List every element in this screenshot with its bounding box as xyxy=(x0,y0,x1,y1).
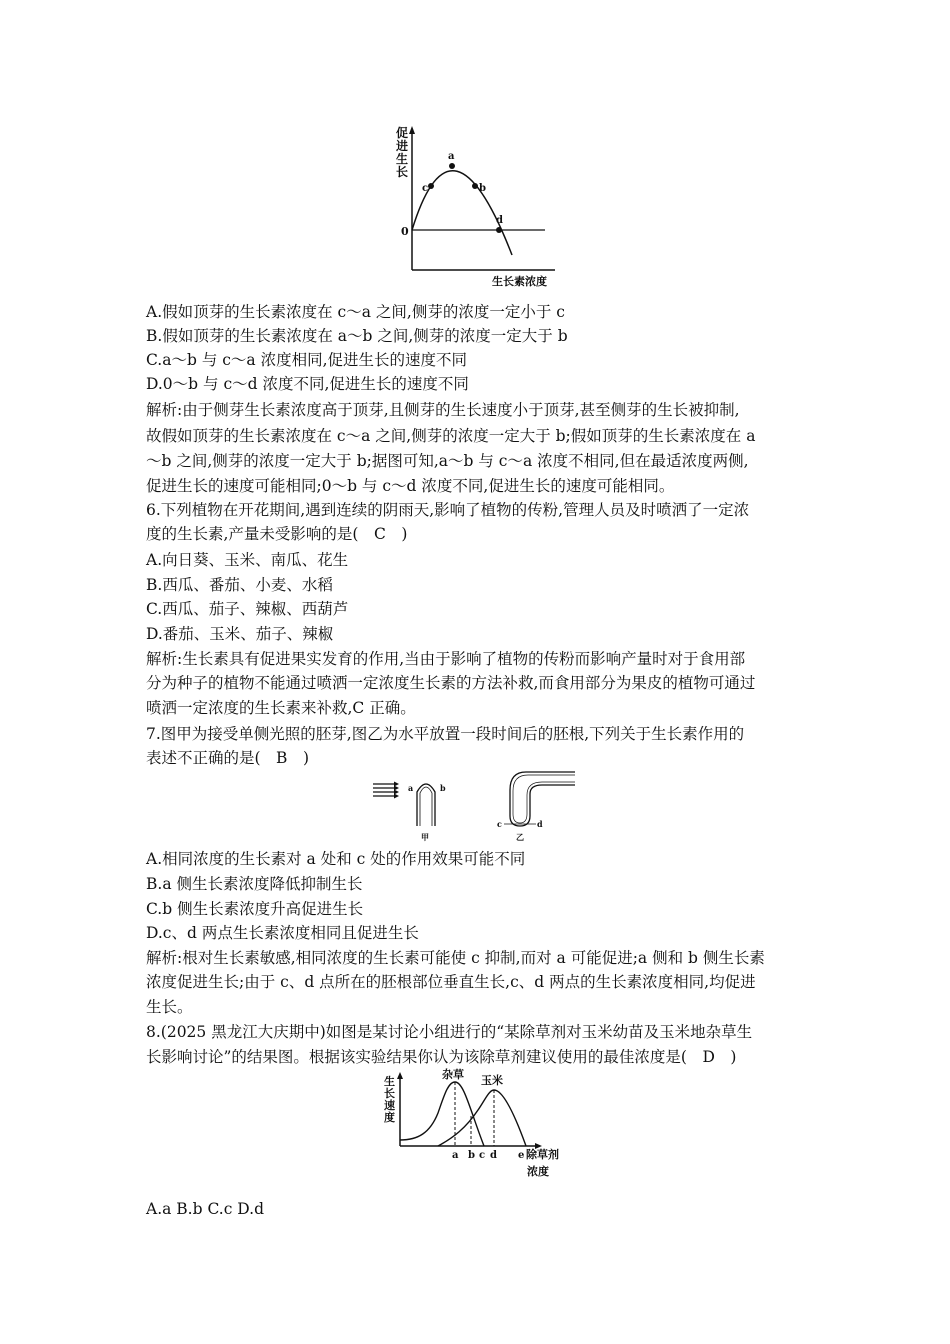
q5-analysis-2: 故假如顶芽的生长素浓度在 c～a 之间,侧芽的浓度一定大于 b;假如顶芽的生长素浓度在 a xyxy=(146,427,756,445)
q6-stem-1: 6.下列植物在开花期间,遇到连续的阴雨天,影响了植物的传粉,管理人员及时喷洒了一定浓 xyxy=(146,501,750,519)
coleoptile-inner xyxy=(420,787,432,826)
q8-options: A.a B.b C.c D.d xyxy=(146,1200,265,1218)
corn-curve xyxy=(438,1090,526,1146)
herbicide-y-label-2: 长 xyxy=(384,1087,395,1100)
q8-stem-2: 长影响讨论”的结果图。根据该实验结果你认为该除草剂建议使用的最佳浓度是( D ) xyxy=(146,1048,737,1066)
q5-option-a: A.假如顶芽的生长素浓度在 c～a 之间,侧芽的浓度一定小于 c xyxy=(146,303,565,321)
radicle xyxy=(510,772,575,826)
q6-option-d: D.番茄、玉米、茄子、辣椒 xyxy=(146,625,334,643)
label-a: a xyxy=(448,151,455,162)
tick-e: e xyxy=(518,1150,525,1161)
y-label-3: 生 xyxy=(396,152,409,166)
y-label-2: 进 xyxy=(396,139,409,153)
coleoptile-radicle-figure xyxy=(370,768,580,843)
q5-analysis-1: 解析:由于侧芽生长素浓度高于顶芽,且侧芽的生长速度小于顶芽,甚至侧芽的生长被抑制, xyxy=(146,401,740,419)
q5-option-c: C.a～b 与 c～a 浓度相同,促进生长的速度不同 xyxy=(146,351,468,369)
q6-option-c: C.西瓜、茄子、辣椒、西葫芦 xyxy=(146,600,349,618)
yi-label: 乙 xyxy=(516,832,524,842)
radicle-label-d: d xyxy=(537,819,543,829)
label-d: d xyxy=(496,215,503,226)
herbicide-x-label-2: 浓度 xyxy=(527,1165,549,1178)
q6-stem-2: 度的生长素,产量未受影响的是( C ) xyxy=(146,525,408,543)
coleoptile-label-b: b xyxy=(440,783,446,793)
origin-label: 0 xyxy=(401,225,409,238)
q6-analysis-2: 分为种子的植物不能通过喷洒一定浓度生长素的方法补救,而食用部分为果皮的植物可通过 xyxy=(146,674,756,692)
q7-analysis-2: 浓度促进生长;由于 c、d 点所在的胚根部位垂直生长,c、d 两点的生长素浓度相同,均促进 xyxy=(146,973,756,991)
q5-analysis-3: ～b 之间,侧芽的浓度一定大于 b;据图可知,a～b 与 c～a 浓度不相同,但在最适浓度两侧, xyxy=(146,452,749,470)
y-label-4: 长 xyxy=(396,165,409,179)
q6-analysis-3: 喷洒一定浓度的生长素来补救,C 正确。 xyxy=(146,699,416,717)
herbicide-y-label-1: 生 xyxy=(384,1075,395,1088)
label-b: b xyxy=(479,183,486,194)
tick-a: a xyxy=(452,1150,459,1161)
herbicide-y-arrow xyxy=(397,1072,403,1079)
coleoptile-label-a: a xyxy=(408,783,414,793)
label-c: c xyxy=(422,183,429,194)
q6-analysis-1: 解析:生长素具有促进果实发育的作用,当由于影响了植物的传粉而影响产量时对于食用部 xyxy=(146,650,746,668)
auxin-curve-figure xyxy=(390,120,560,290)
q7-option-a: A.相同浓度的生长素对 a 处和 c 处的作用效果可能不同 xyxy=(146,850,526,868)
q5-option-b: B.假如顶芽的生长素浓度在 a～b 之间,侧芽的浓度一定大于 b xyxy=(146,327,568,345)
point-b xyxy=(472,183,478,189)
q7-stem-2: 表述不正确的是( B ) xyxy=(146,749,309,767)
q7-analysis-1: 解析:根对生长素敏感,相同浓度的生长素可能使 c 抑制,而对 a 可能促进;a 侧和 b 侧生长素 xyxy=(146,949,765,967)
weed-label: 杂草 xyxy=(442,1068,464,1081)
tick-d: d xyxy=(490,1150,497,1161)
jia-label: 甲 xyxy=(421,832,429,842)
q6-option-a: A.向日葵、玉米、南瓜、花生 xyxy=(146,551,349,569)
herbicide-y-label-3: 速 xyxy=(384,1099,395,1112)
tick-b: b xyxy=(468,1150,475,1161)
q7-analysis-3: 生长。 xyxy=(146,998,193,1016)
light-arrows xyxy=(373,784,396,796)
q6-option-b: B.西瓜、番茄、小麦、水稻 xyxy=(146,576,333,594)
point-c xyxy=(428,183,434,189)
light-arrowheads xyxy=(394,782,399,799)
herbicide-x-label-1: 除草剂 xyxy=(526,1148,559,1161)
point-d xyxy=(496,227,502,233)
q7-option-b: B.a 侧生长素浓度降低抑制生长 xyxy=(146,875,363,893)
y-label-1: 促 xyxy=(396,126,409,140)
point-a xyxy=(449,163,455,169)
corn-label: 玉米 xyxy=(481,1074,503,1087)
radicle-inner xyxy=(513,775,575,823)
herbicide-y-label-4: 度 xyxy=(384,1111,395,1124)
radicle-label-c: c xyxy=(497,819,502,829)
q7-option-c: C.b 侧生长素浓度升高促进生长 xyxy=(146,900,364,918)
herbicide-figure xyxy=(378,1068,598,1184)
y-axis-arrow xyxy=(409,126,415,134)
q8-stem-1: 8.(2025 黑龙江大庆期中)如图是某讨论小组进行的“某除草剂对玉米幼苗及玉米地杂草生 xyxy=(146,1023,753,1041)
q5-analysis-4: 促进生长的速度可能相同;0～b 与 c～d 浓度不同,促进生长的速度可能相同。 xyxy=(146,477,675,495)
q5-option-d: D.0～b 与 c～d 浓度不同,促进生长的速度不同 xyxy=(146,375,469,393)
q7-option-d: D.c、d 两点生长素浓度相同且促进生长 xyxy=(146,924,419,942)
tick-c: c xyxy=(479,1150,486,1161)
x-axis-label: 生长素浓度 xyxy=(492,275,547,288)
q7-stem-1: 7.图甲为接受单侧光照的胚芽,图乙为水平放置一段时间后的胚根,下列关于生长素作用的 xyxy=(146,725,745,743)
